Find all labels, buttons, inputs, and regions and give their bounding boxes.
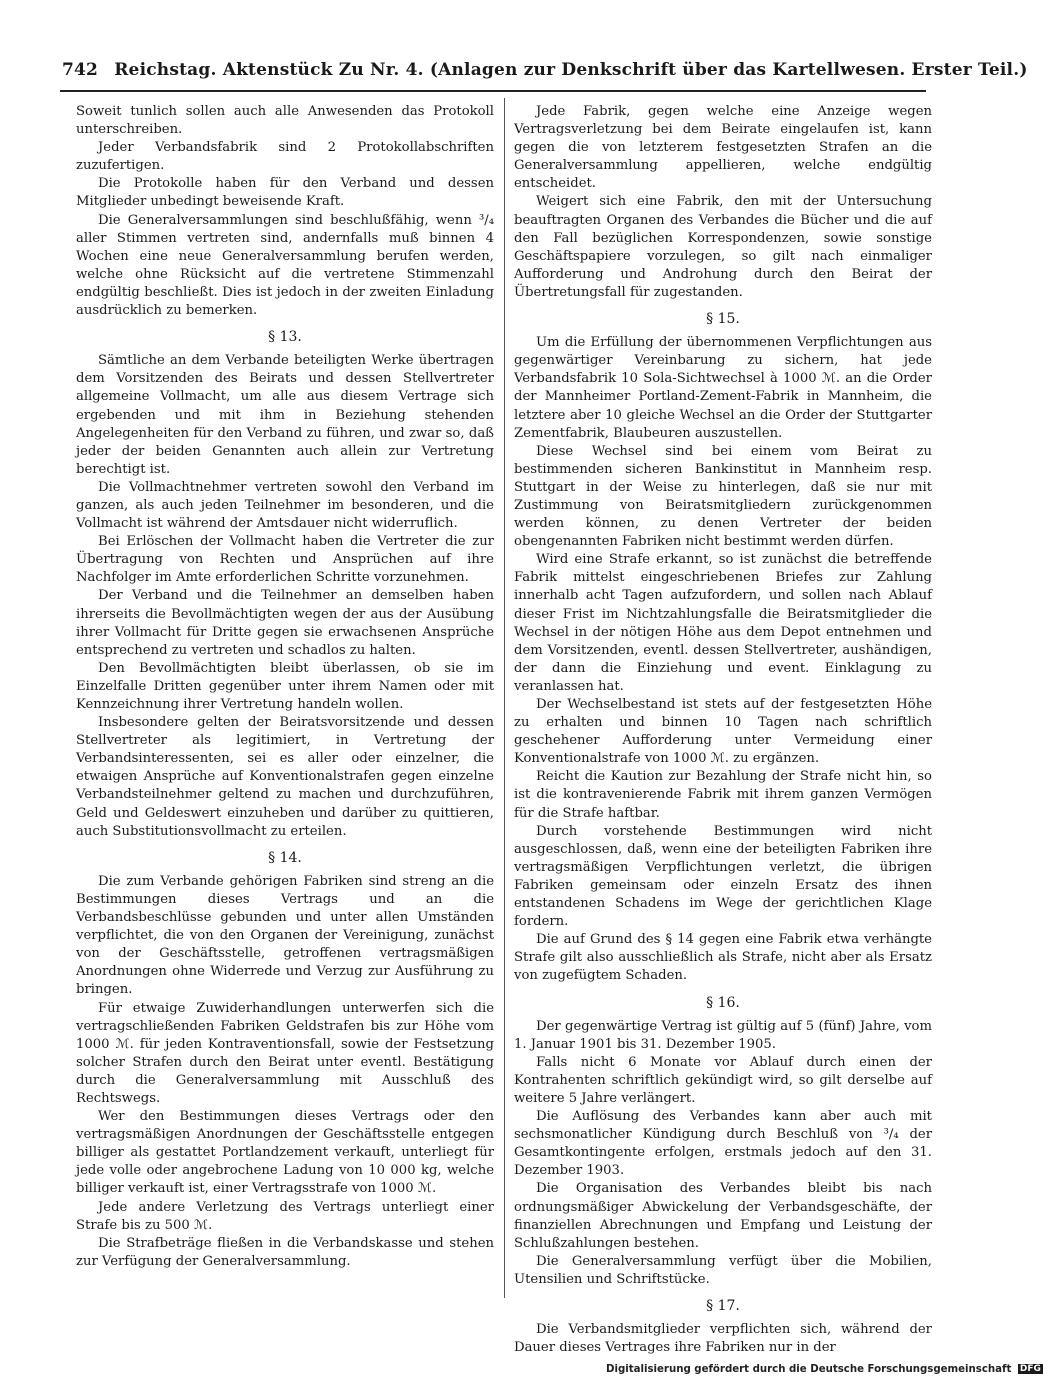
dfg-logo: DFG [1019, 1364, 1041, 1374]
footer-credit: Digitalisierung gefördert durch die Deutsche Forschungsgemeinschaft [606, 1364, 1012, 1375]
paragraph: Wird eine Strafe erkannt, so ist zunächst die betreffende Fabrik mittelst eingeschriebenen Briefes zur Zahlung innerhalb acht Tagen aufzufordern, und sollen nach Ablauf dieser Frist im Nichtzahlungsfalle die Beiratsmitglieder die Wechsel in der nötigen Höhe aus dem Depot entnehmen und dem Vorsitzenden, eventl. dessen Stellvertreter, aushändigen, der dann die Einziehung und event. Einklagung zu veranlassen hat. [514, 552, 932, 694]
paragraph: Die Generalversammlungen sind beschlußfähig, wenn ³/₄ aller Stimmen vertreten sind, andernfalls muß binnen 4 Wochen eine neue Generalversammlung berufen werden, welche ohne Rücksicht auf die vertretene Stimmenzahl endgültig beschließt. Dies ist jedoch in der zweiten Einladung ausdrücklich zu bemerken. [76, 212, 494, 319]
paragraph: Die Vollmachtnehmer vertreten sowohl den Verband im ganzen, als auch jeden Teilnehmer im besonderen, und die Vollmacht ist während der Amtsdauer nicht widerruflich. [76, 479, 494, 532]
section-heading: § 16. [706, 994, 740, 1011]
paragraph: Weigert sich eine Fabrik, den mit der Untersuchung beauftragten Organen des Verbandes die Bücher und die auf den Fall bezüglichen Korrespondenzen, sowie sonstige Geschäftspapiere vorzulegen, so gilt nach einmaliger Aufforderung und Androhung durch den Beirat der Übertretungsfall für zugestanden. [514, 194, 932, 300]
page-number: 742 [62, 60, 99, 80]
right-column [514, 103, 932, 1357]
paragraph: Die Protokolle haben für den Verband und dessen Mitglieder unbedingt beweisende Kraft. [76, 176, 494, 210]
section-heading: § 13. [268, 329, 302, 346]
paragraph: Sämtliche an dem Verbande beteiligten Werke übertragen dem Vorsitzenden des Beirats und dessen Stellvertreter allgemeine Vollmacht, um alle aus diesem Vertrage sich ergebenden und mit ihm in Beziehung stehenden Angelegenheiten für den Verband zu führen, und zwar so, daß jeder der beiden Genannten auch allein zur Vertretung berechtigt ist. [76, 353, 494, 477]
paragraph: Bei Erlöschen der Vollmacht haben die Vertreter die zur Übertragung von Rechten und Ansprüchen auf ihre Nachfolger im Amte erforderlichen Schritte vorzunehmen. [76, 534, 494, 586]
paragraph: Der Wechselbestand ist stets auf der festgesetzten Höhe zu erhalten und binnen 10 Tagen nach schriftlich geschehener Aufforderung unter Vermeidung einer Konventionalstrafe von 1000 ℳ. zu ergänzen. [514, 697, 932, 767]
paragraph: Um die Erfüllung der übernommenen Verpflichtungen aus gegenwärtiger Vereinbarung zu sichern, hat jede Verbandsfabrik 10 Sola-Sichtwechsel à 1000 ℳ. an die Order der Mannheimer Portland-Zement-Fabrik in Mannheim, die letztere aber 10 gleiche Wechsel an die Order der Stuttgarter Zementfabrik, Blaubeuren auszustellen. [514, 335, 932, 441]
paragraph: Die Organisation des Verbandes bleibt bis nach ordnungsmäßiger Abwickelung der Verbandsgeschäfte, der finanziellen Abrechnungen und Empfang und Leistung der Schlußzahlungen bestehen. [514, 1181, 932, 1251]
paragraph: Die Auflösung des Verbandes kann aber auch mit sechsmonatlicher Kündigung durch Beschluß von ³/₄ der Gesamtkontingente erfolgen, erstmals jedoch auf den 31. Dezember 1903. [514, 1109, 932, 1179]
header-rule [60, 90, 926, 92]
page-header [62, 60, 1028, 90]
paragraph: Reicht die Kaution zur Bezahlung der Strafe nicht hin, so ist die kontravenierende Fabrik mit ihrem ganzen Vermögen für die Strafe haftbar. [514, 769, 932, 821]
footer [606, 1364, 1041, 1380]
paragraph: Der gegenwärtige Vertrag ist gültig auf 5 (fünf) Jahre, vom 1. Januar 1901 bis 31. Dezember 1905. [514, 1018, 932, 1052]
paragraph: Jede Fabrik, gegen welche eine Anzeige wegen Vertragsverletzung bei dem Beirate eingelaufen ist, kann gegen die von letzterem festgesetzten Strafen an die Generalversammlung appellieren, welche endgültig entscheidet. [514, 104, 932, 192]
paragraph: Die Generalversammlung verfügt über die Mobilien, Utensilien und Schriftstücke. [514, 1253, 932, 1287]
paragraph: Jede andere Verletzung des Vertrags unterliegt einer Strafe bis zu 500 ℳ. [76, 1199, 494, 1233]
paragraph: Wer den Bestimmungen dieses Vertrags oder den vertragsmäßigen Anordnungen der Geschäftsstelle entgegen billiger als gestattet Portlandzement verkauft, unterliegt für jede volle oder angebrochene Ladung von 10 000 kg, welche billiger verkauft ist, einer Vertragsstrafe von 1000 ℳ. [76, 1109, 494, 1197]
paragraph: Jeder Verbandsfabrik sind 2 Protokollabschriften zuzufertigen. [76, 140, 494, 174]
paragraph: Diese Wechsel sind bei einem vom Beirat zu bestimmenden sicheren Bankinstitut in Mannheim resp. Stuttgart in der Weise zu hinterlegen, daß sie nur mit Zustimmung von Beiratsmitgliedern zurückgenommen werden können, zu denen Vertreter der beiden obengenannten Fabriken nicht bestimmt werden dürfen. [514, 443, 932, 550]
page-title: Reichstag. Aktenstück Zu Nr. 4. (Anlagen zur Denkschrift über das Kartellwesen. Erster Teil.) [114, 60, 1028, 80]
section-heading: § 17. [706, 1298, 740, 1314]
paragraph: Soweit tunlich sollen auch alle Anwesenden das Protokoll unterschreiben. [76, 104, 494, 138]
paragraph: Falls nicht 6 Monate vor Ablauf durch einen der Kontrahenten schriftlich gekündigt wird, so gilt derselbe auf weitere 5 Jahre verlängert. [514, 1054, 932, 1106]
column-divider [504, 98, 505, 1298]
paragraph: Durch vorstehende Bestimmungen wird nicht ausgeschlossen, daß, wenn eine der beteiligten Fabriken ihre vertragsmäßigen Verpflichtungen verletzt, die übrigen Fabriken gemeinsam oder einzeln Ersatz des ihnen entstandenen Schadens im Wege der gerichtlichen Klage fordern. [514, 823, 932, 930]
left-column [76, 103, 494, 1271]
paragraph: Den Bevollmächtigten bleibt überlassen, ob sie im Einzelfalle Dritten gegenüber unter ihrem Namen oder mit Kennzeichnung ihrer Vertretung handeln wollen. [76, 660, 494, 712]
paragraph: Die zum Verbande gehörigen Fabriken sind streng an die Bestimmungen dieses Vertrags und an die Verbandsbeschlüsse gebunden und unter allen Umständen verpflichtet, die von den Organen der Vereinigung, zunächst von der Geschäftsstelle, getroffenen vertragsmäßigen Anordnungen ohne Widerrede und Verzug zur Ausführung zu bringen. [76, 873, 494, 998]
paragraph: Die auf Grund des § 14 gegen eine Fabrik etwa verhängte Strafe gilt also ausschließlich als Strafe, nicht aber als Ersatz von zugefügtem Schaden. [514, 932, 932, 984]
paragraph: Für etwaige Zuwiderhandlungen unterwerfen sich die vertragschließenden Fabriken Geldstrafen bis zur Höhe vom 1000 ℳ. für jeden Kontraventionsfall, sowie der Festsetzung solcher Strafen durch den Beirat unter eventl. Bestätigung durch die Generalversammlung mit Ausschluß des Rechtswegs. [76, 1000, 494, 1106]
paragraph: Insbesondere gelten der Beiratsvorsitzende und dessen Stellvertreter als legitimiert, in Vertretung der Verbandsinteressenten, sei es aller oder einzelner, die etwaigen Ansprüche auf Konventionalstrafen gegen einzelne Verbandsteilnehmer geltend zu machen und durchzuführen, Geld und Geldeswert einzuheben und darüber zu quittieren, auch Substitutionsvollmacht zu erteilen. [76, 715, 494, 839]
paragraph: Der Verband und die Teilnehmer an demselben haben ihrerseits die Bevollmächtigten wegen der aus der Ausübung ihrer Vollmacht für Dritte gegen sie erwachsenen Ansprüche entsprechend zu vertreten und schadlos zu halten. [76, 588, 494, 658]
paragraph: Die Strafbeträge fließen in die Verbandskasse und stehen zur Verfügung der Generalversammlung. [76, 1235, 494, 1269]
section-heading: § 14. [268, 849, 302, 866]
section-heading: § 15. [706, 311, 740, 328]
paragraph: Die Verbandsmitglieder verpflichten sich, während der Dauer dieses Vertrages ihre Fabriken nur in der [514, 1322, 932, 1356]
